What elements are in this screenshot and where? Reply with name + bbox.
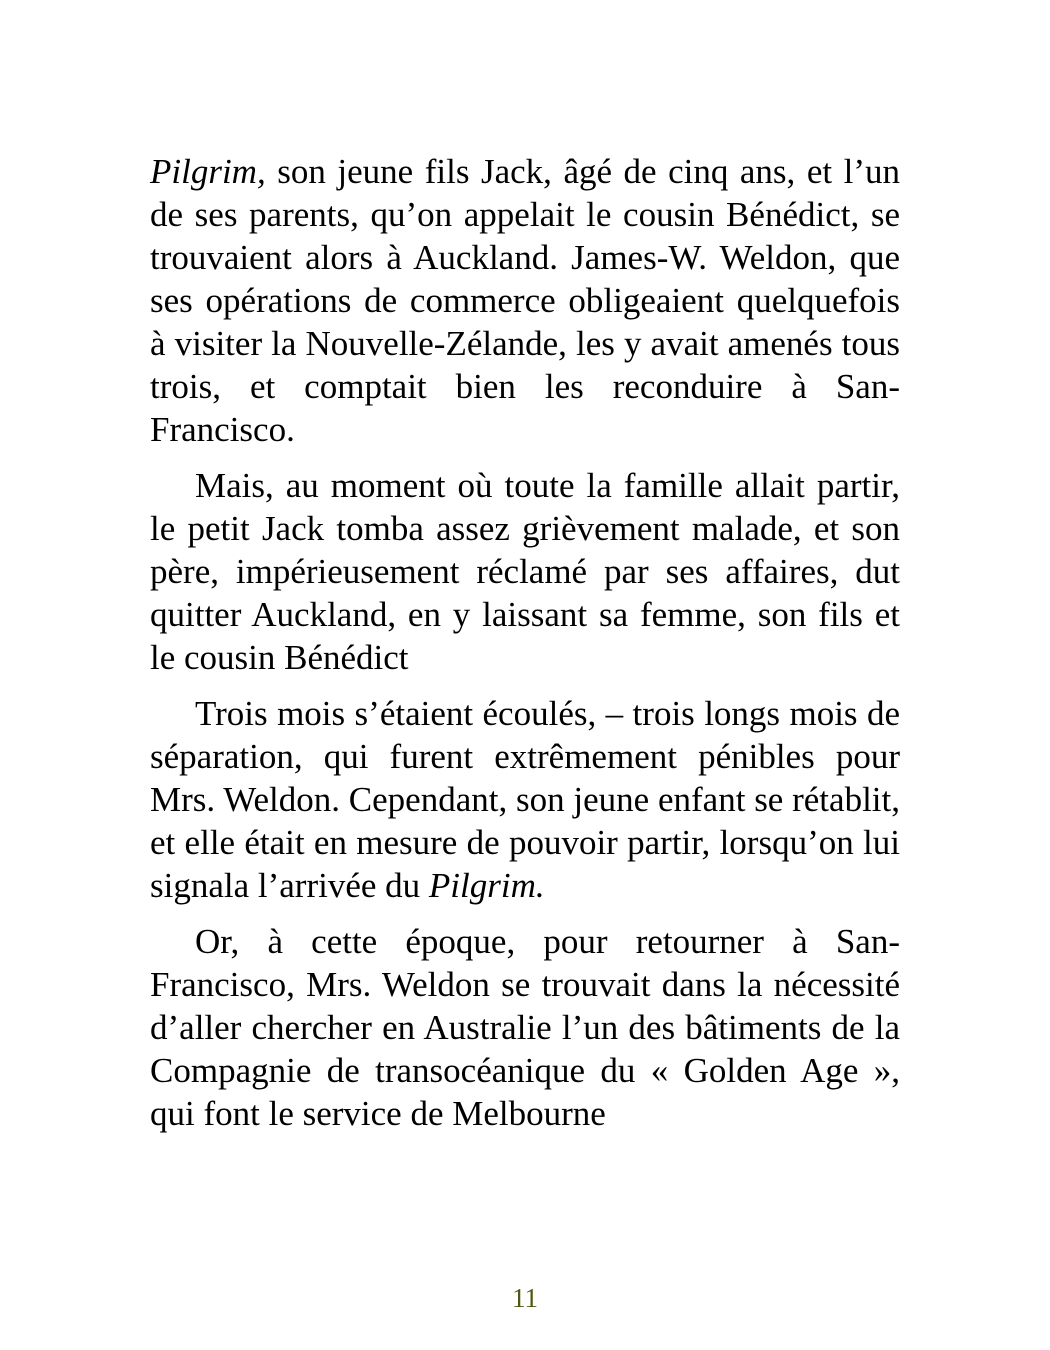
paragraph-1-text: son jeune fils Jack, âgé de cinq ans, et l’un de ses parents, qu’on appelait le cousin Bénédict, se trouvaient alors à Auckland. James-W. Weldon, que ses opérations de commerce obligeaient quelquefois à visiter la Nouvelle-Zélande, les y avait amenés tous trois, et comptait bien les reconduire à San-Francisco. [150, 152, 900, 449]
paragraph-3-text: Trois mois s’étaient écoulés, – trois longs mois de séparation, qui furent extrêmement pénibles pour Mrs. Weldon. Cependant, son jeune enfant se rétablit, et elle était en mesure de pouvoir partir, lorsqu’on lui signala l’arrivée du [150, 694, 900, 905]
body-text [150, 150, 900, 1148]
ship-name-italic: Pilgrim, [150, 152, 266, 191]
paragraph-3 [150, 692, 900, 907]
paragraph-2-text: Mais, au moment où toute la famille allait partir, le petit Jack tomba assez grièvement malade, et son père, impérieusement réclamé par ses affaires, dut quitter Auckland, en y laissant sa femme, son fils et le cousin Bénédict [150, 466, 900, 677]
paragraph-1 [150, 150, 900, 451]
ship-name-italic: Pilgrim. [428, 866, 545, 905]
paragraph-4 [150, 920, 900, 1135]
page-number: 11 [512, 1283, 538, 1313]
paragraph-2 [150, 464, 900, 679]
paragraph-4-text: Or, à cette époque, pour retourner à San-Francisco, Mrs. Weldon se trouvait dans la nécessité d’aller chercher en Australie l’un des bâtiments de la Compagnie de transocéanique du « Golden Age », qui font le service de Melbourne [150, 922, 900, 1133]
